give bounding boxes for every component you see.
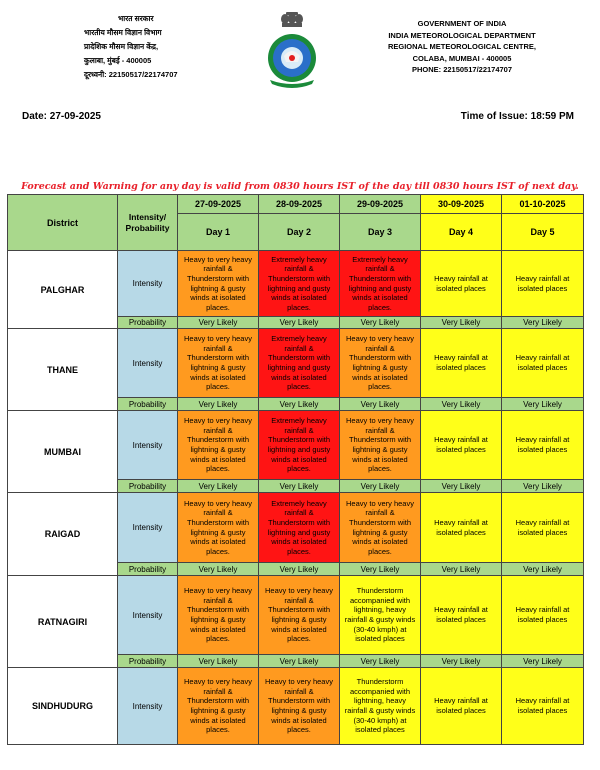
warning-cell (178, 329, 259, 398)
warning-text: Heavy rainfall at isolated places (434, 273, 488, 293)
warning-cell (340, 329, 421, 398)
imd-emblem-icon (262, 10, 322, 90)
district-name: SINDHUDURG (8, 668, 118, 745)
header-hindi-line: कुलाबा, मुंबई - 400005 (84, 56, 152, 65)
header-hindi-line: दूरध्वनी: 22150517/22174707 (84, 70, 178, 79)
day-header: Day 3 (340, 214, 421, 251)
warning-cell (502, 329, 584, 398)
probability-value: Very Likely (259, 398, 340, 411)
warning-text: Thunderstorm accompanied with lightning, heavy rainfall & gusty winds (30-40 kmph) at isolated places (344, 677, 416, 735)
probability-value: Very Likely (502, 398, 584, 411)
day-header: Day 4 (421, 214, 502, 251)
warning-cell (421, 576, 502, 655)
probability-value: Very Likely (340, 655, 421, 668)
warning-text: Thunderstorm accompanied with lightning, heavy rainfall & gusty winds (30-40 kmph) at isolated places (344, 586, 416, 644)
warning-text: Heavy rainfall at isolated places (515, 605, 570, 624)
date-header: 27-09-2025 (178, 195, 259, 214)
district-intensity-row (8, 493, 584, 563)
warning-cell (421, 668, 502, 745)
warning-cell (340, 668, 421, 745)
probability-value: Very Likely (178, 655, 259, 668)
warning-text: Extremely heavy rainfall & Thunderstorm with lightning and gusty winds at isolated places. (267, 416, 331, 474)
district-intensity-row (8, 668, 584, 745)
warning-text: Heavy to very heavy rainfall & Thunderstorm with lightning & gusty winds at isolated places. (265, 677, 333, 735)
district-name: RAIGAD (8, 493, 118, 576)
probability-value: Very Likely (178, 480, 259, 493)
forecast-table-body (8, 251, 584, 745)
probability-value: Very Likely (421, 480, 502, 493)
warning-text: Extremely heavy rainfall & Thunderstorm with lightning and gusty winds at isolated places. (348, 254, 412, 312)
probability-value: Very Likely (259, 655, 340, 668)
header-english-line: INDIA METEOROLOGICAL DEPARTMENT (388, 30, 536, 40)
warning-text: Heavy to very heavy rainfall & Thunderstorm with lightning & gusty winds at isolated places. (346, 334, 414, 392)
district-name: MUMBAI (8, 411, 118, 493)
intensity-label: Intensity (118, 493, 178, 563)
warning-text: Heavy to very heavy rainfall & Thunderstorm with lightning & gusty winds at isolated places. (184, 416, 252, 474)
warning-text: Heavy rainfall at isolated places (434, 435, 488, 454)
warning-cell (259, 411, 340, 480)
header-english-line: COLABA, MUMBAI - 400005 (412, 53, 512, 63)
warning-cell (178, 576, 259, 655)
probability-value: Very Likely (178, 563, 259, 576)
warning-cell (340, 493, 421, 563)
intensity-label: Intensity (118, 576, 178, 655)
warning-text: Extremely heavy rainfall & Thunderstorm with lightning and gusty winds at isolated places. (267, 334, 331, 392)
probability-value: Very Likely (340, 398, 421, 411)
warning-cell (421, 251, 502, 317)
probability-value: Very Likely (178, 317, 259, 329)
warning-cell (502, 668, 584, 745)
warning-text: Heavy rainfall at isolated places (434, 605, 488, 624)
header-hindi-line: प्रादेशिक मौसम विज्ञान केंद्र, (84, 42, 159, 51)
header-english-line: GOVERNMENT OF INDIA (417, 19, 507, 28)
probability-value: Very Likely (340, 317, 421, 329)
warning-cell (178, 251, 259, 317)
district-header: District (8, 195, 118, 251)
warning-text: Heavy to very heavy rainfall & Thunderstorm with lightning & gusty winds at isolated places. (184, 677, 252, 735)
warning-cell (340, 576, 421, 655)
warning-text: Heavy to very heavy rainfall & Thunderstorm with lightning & gusty winds at isolated places. (346, 498, 414, 556)
warning-text: Heavy rainfall at isolated places (434, 696, 488, 715)
forecast-table (7, 194, 584, 745)
intensity-probability-header: Intensity/ Probability (118, 195, 178, 251)
date-header: 29-09-2025 (340, 195, 421, 214)
warning-cell (421, 411, 502, 480)
time-of-issue: Time of Issue: 18:59 PM (460, 111, 574, 122)
probability-value: Very Likely (259, 563, 340, 576)
intensity-label: Intensity (118, 668, 178, 745)
warning-text: Extremely heavy rainfall & Thunderstorm with lightning and gusty winds at isolated places. (267, 254, 331, 312)
day-header: Day 1 (178, 214, 259, 251)
date-header: 01-10-2025 (502, 195, 584, 214)
probability-label: Probability (118, 655, 178, 668)
district-intensity-row (8, 576, 584, 655)
warning-text: Heavy to very heavy rainfall & Thunderstorm with lightning & gusty winds at isolated places. (184, 334, 252, 392)
warning-cell (178, 411, 259, 480)
warning-text: Heavy rainfall at isolated places (515, 696, 570, 715)
header-english-line: REGIONAL METEOROLOGICAL CENTRE, (387, 42, 537, 51)
probability-value: Very Likely (340, 563, 421, 576)
warning-cell (421, 493, 502, 563)
header-hindi-line: भारत सरकार (118, 14, 154, 23)
probability-value: Very Likely (259, 317, 340, 329)
day-header: Day 2 (259, 214, 340, 251)
probability-value: Very Likely (421, 563, 502, 576)
probability-label: Probability (118, 563, 178, 576)
district-name: RATNAGIRI (8, 576, 118, 668)
intensity-label: Intensity (118, 329, 178, 398)
warning-cell (259, 493, 340, 563)
warning-cell (178, 668, 259, 745)
header-english-line: PHONE: 22150517/22174707 (411, 65, 513, 74)
warning-cell (259, 329, 340, 398)
probability-value: Very Likely (340, 480, 421, 493)
probability-value: Very Likely (178, 398, 259, 411)
district-intensity-row (8, 251, 584, 317)
warning-cell (259, 668, 340, 745)
probability-value: Very Likely (421, 398, 502, 411)
validity-note: Forecast and Warning for any day is valid from 0830 hours IST of the day till 0830 hours IST of next day. (21, 181, 579, 192)
probability-label: Probability (118, 398, 178, 411)
date-header: 28-09-2025 (259, 195, 340, 214)
warning-cell (178, 493, 259, 563)
warning-text: Heavy rainfall at isolated places (515, 353, 570, 372)
probability-value: Very Likely (259, 480, 340, 493)
district-name: PALGHAR (8, 251, 118, 329)
warning-cell (421, 329, 502, 398)
probability-label: Probability (118, 480, 178, 493)
warning-text: Heavy to very heavy rainfall & Thunderstorm with lightning & gusty winds at isolated places. (184, 586, 252, 644)
probability-value: Very Likely (502, 655, 584, 668)
warning-text: Heavy to very heavy rainfall & Thunderstorm with lightning & gusty winds at isolated places. (184, 498, 252, 556)
warning-text: Heavy rainfall at isolated places (515, 273, 570, 293)
probability-value: Very Likely (502, 317, 584, 329)
warning-cell (340, 251, 421, 317)
warning-text: Heavy to very heavy rainfall & Thunderstorm with lightning & gusty winds at isolated places. (346, 416, 414, 474)
warning-cell (502, 493, 584, 563)
warning-cell (502, 576, 584, 655)
date-header: 30-09-2025 (421, 195, 502, 214)
warning-cell (340, 411, 421, 480)
warning-text: Extremely heavy rainfall & Thunderstorm with lightning and gusty winds at isolated places. (267, 498, 331, 556)
warning-text: Heavy to very heavy rainfall & Thunderstorm with lightning & gusty winds at isolated places. (265, 586, 333, 644)
warning-text: Heavy rainfall at isolated places (434, 517, 488, 537)
warning-text: Heavy rainfall at isolated places (515, 435, 570, 454)
probability-label: Probability (118, 317, 178, 329)
district-intensity-row (8, 411, 584, 480)
district-intensity-row (8, 329, 584, 398)
warning-cell (502, 251, 584, 317)
warning-cell (502, 411, 584, 480)
header-english (362, 18, 562, 76)
probability-value: Very Likely (502, 563, 584, 576)
intensity-label: Intensity (118, 411, 178, 480)
warning-cell (259, 251, 340, 317)
header-hindi-line: भारतीय मौसम विज्ञान विभाग (84, 28, 162, 37)
district-name: THANE (8, 329, 118, 411)
issue-date: Date: 27-09-2025 (22, 111, 101, 122)
header-hindi (84, 12, 264, 82)
probability-value: Very Likely (421, 655, 502, 668)
warning-text: Heavy rainfall at isolated places (515, 517, 570, 537)
warning-cell (259, 576, 340, 655)
probability-value: Very Likely (421, 317, 502, 329)
warning-text: Heavy to very heavy rainfall & Thunderstorm with lightning & gusty winds at isolated places. (184, 254, 252, 312)
probability-value: Very Likely (502, 480, 584, 493)
day-header: Day 5 (502, 214, 584, 251)
intensity-label: Intensity (118, 251, 178, 317)
warning-text: Heavy rainfall at isolated places (434, 353, 488, 372)
